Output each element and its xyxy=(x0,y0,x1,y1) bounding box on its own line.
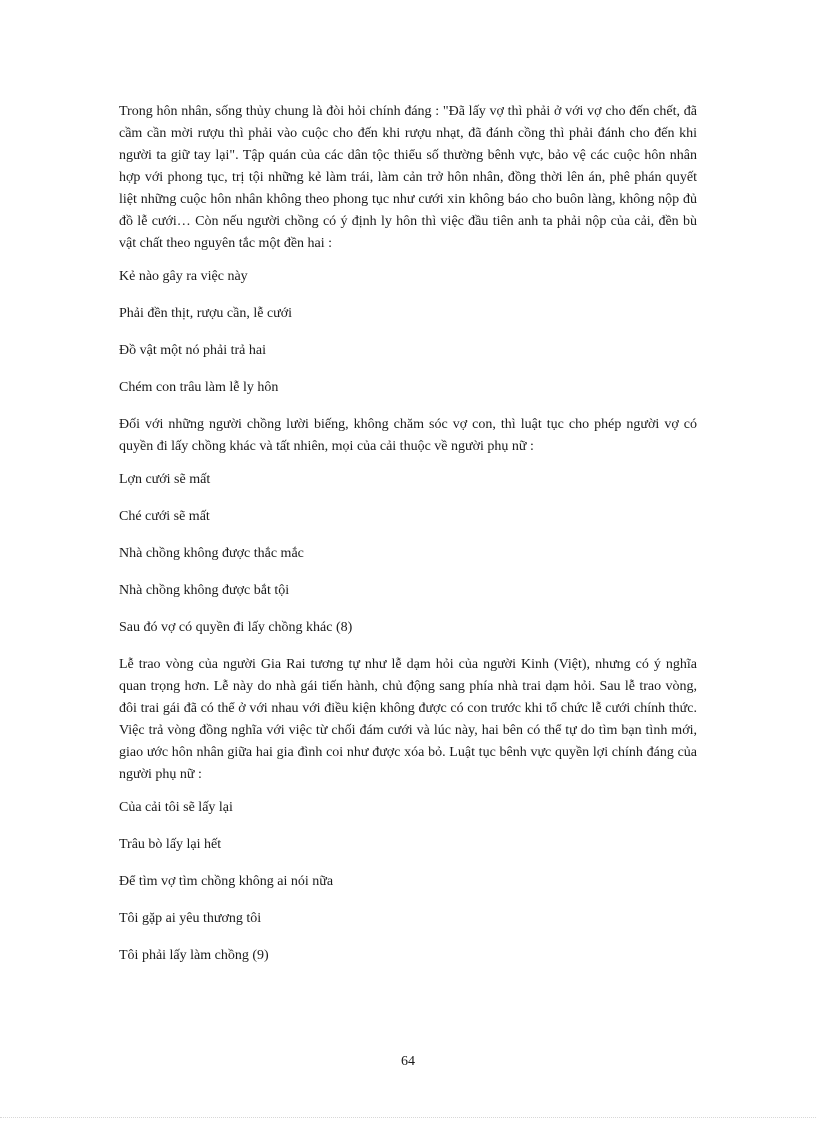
verse-line: Ché cưới sẽ mất xyxy=(119,509,210,524)
verse-line: Chém con trâu làm lễ ly hôn xyxy=(119,380,279,395)
verse-line: Để tìm vợ tìm chồng không ai nói nữa xyxy=(119,874,334,889)
verse-line: Lợn cưới sẽ mất xyxy=(119,472,211,487)
verse-line: Nhà chồng không được thắc mắc xyxy=(119,546,304,561)
page-body xyxy=(119,101,697,982)
verse-line: Phải đền thịt, rượu cần, lễ cưới xyxy=(119,306,293,321)
verse-line: Kẻ nào gây ra việc này xyxy=(119,269,248,284)
paragraph-lazy-husband: Đối với những người chồng lười biếng, không chăm sóc vợ con, thì luật tục cho phép người vợ có quyền đi lấy chồng khác và tất nhiên, mọi của cải thuộc về người phụ nữ : xyxy=(119,417,697,454)
verse-line: Của cải tôi sẽ lấy lại xyxy=(119,800,233,815)
verse-line: Sau đó vợ có quyền đi lấy chồng khác (8) xyxy=(119,620,353,635)
verse-line: Trâu bò lấy lại hết xyxy=(119,837,222,852)
verse-line: Tôi phải lấy làm chồng (9) xyxy=(119,948,269,963)
verse-line: Đồ vật một nó phải trả hai xyxy=(119,343,266,358)
page-number: 64 xyxy=(401,1054,415,1069)
paragraph-ring-ceremony: Lễ trao vòng của người Gia Rai tương tự như lễ dạm hỏi của người Kinh (Việt), nhưng có ý nghĩa quan trọng hơn. Lễ này do nhà gái tiến hành, chủ động sang phía nhà trai dạm hỏi. Sau lễ trao vòng, đôi trai gái đã có thể ở với nhau với điều kiện không được có con trước khi tổ chức lễ cưới chính thức. Việc trả vòng đồng nghĩa với việc từ chối đám cưới và lúc này, hai bên có thể tự do tìm bạn tình mới, giao ước hôn nhân giữa hai gia đình coi như được xóa bỏ. Luật tục bênh vực quyền lợi chính đáng của người phụ nữ : xyxy=(119,657,697,782)
paragraph-fidelity: Trong hôn nhân, sống thủy chung là đòi hỏi chính đáng : "Đã lấy vợ thì phải ở với vợ cho đến chết, đã cầm cần mời rượu thì phải vào cuộc cho đến khi rượu nhạt, đã đánh cồng thì phải đánh cho đến khi người ta giữ tay lại". Tập quán của các dân tộc thiểu số thường bênh vực, bảo vệ các cuộc hôn nhân hợp với phong tục, trị tội những kẻ làm trái, làm cản trở hôn nhân, đồng thời lên án, phê phán quyết liệt những cuộc hôn nhân không theo phong tục như cưới xin không báo cho buôn làng, không nộp đủ đồ lễ cưới… Còn nếu người chồng có ý định ly hôn thì việc đầu tiên anh ta phải nộp của cải, đền bù vật chất theo nguyên tắc một đền hai : xyxy=(119,104,697,251)
page-edge-divider xyxy=(0,1117,816,1118)
verse-line: Tôi gặp ai yêu thương tôi xyxy=(119,911,262,926)
verse-line: Nhà chồng không được bắt tội xyxy=(119,583,290,598)
